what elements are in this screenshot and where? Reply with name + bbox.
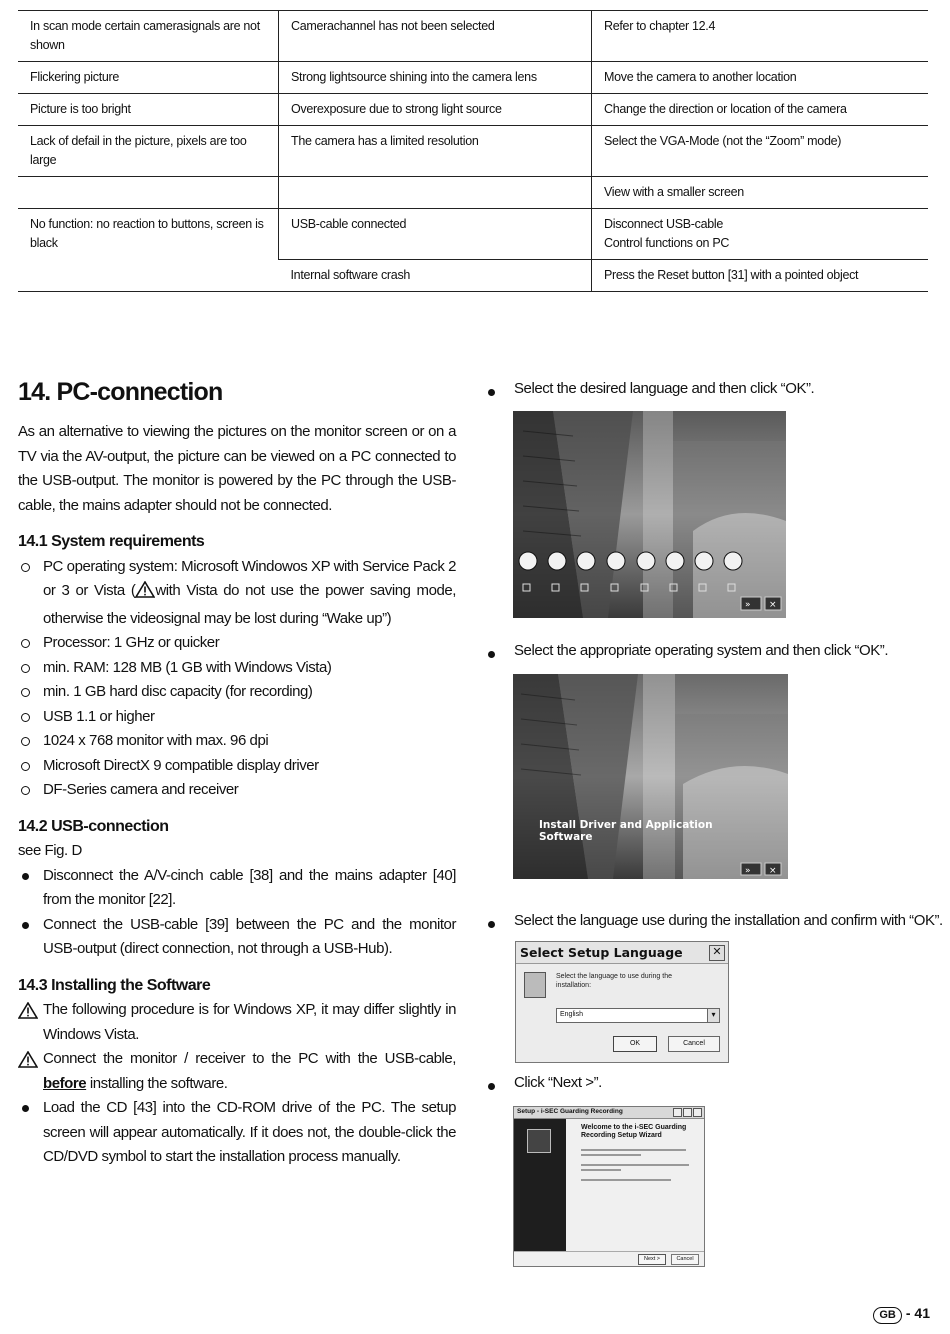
list-item — [18, 705, 456, 730]
table-row — [18, 11, 928, 62]
dot-bullet-icon — [22, 1105, 29, 1112]
language-select[interactable] — [556, 1008, 720, 1023]
troubleshooting-table — [18, 10, 928, 292]
dot-bullet-icon — [22, 873, 29, 880]
table-cell: In scan mode certain camerasignals are not shown — [18, 11, 279, 62]
minimize-icon[interactable] — [673, 1108, 682, 1117]
ring-bullet-icon — [21, 713, 30, 722]
ring-bullet-icon — [21, 664, 30, 673]
table-cell-line: Disconnect USB-cable — [604, 217, 724, 231]
list-item — [18, 631, 456, 656]
next-button[interactable]: Next > — [638, 1254, 666, 1265]
table-cell: Picture is too bright — [18, 94, 279, 126]
warning-icon — [135, 581, 155, 607]
table-cell: Strong lightsource shining into the camera lens — [279, 62, 592, 94]
dialog-titlebar — [516, 942, 728, 964]
table-cell-line: Control functions on PC — [604, 236, 730, 250]
table-cell: Select the VGA-Mode (not the “Zoom” mode) — [592, 126, 929, 177]
country-badge: GB — [873, 1307, 902, 1324]
table-row — [18, 209, 928, 260]
list-item — [18, 864, 456, 913]
subsection-title: 14.2 USB-connection — [18, 817, 169, 835]
list-item — [18, 656, 456, 681]
intro-paragraph: As an alternative to viewing the pictures on the monitor screen or on a TV via the AV-output, the picture can be viewed on a PC connected to the USB-output. The monitor is powered by the PC through the USB-cable, the mains adapter should not be connected. — [18, 423, 456, 514]
list-item-text: installing the software. — [86, 1074, 228, 1092]
list-item — [18, 1096, 456, 1170]
list-item — [18, 1047, 456, 1096]
dot-bullet-icon — [22, 922, 29, 929]
section-title: 14. PC-connection — [18, 378, 223, 406]
cancel-button[interactable]: Cancel — [668, 1036, 720, 1052]
language-selection-screenshot — [513, 411, 786, 618]
table-cell: Flickering picture — [18, 62, 279, 94]
svg-text:×: × — [769, 600, 777, 610]
list-item-text: min. 1 GB hard disc capacity (for recording) — [43, 683, 313, 700]
ring-bullet-icon — [21, 762, 30, 771]
dot-bullet-icon — [488, 651, 495, 658]
list-item-text: Load the CD [43] into the CD-ROM drive of the PC. The setup screen will appear automatically. If it does not, the double-click the CD/DVD symbol to start the installation process manually. — [43, 1099, 456, 1165]
table-cell: Camerachannel has not been selected — [279, 11, 592, 62]
svg-text:»: » — [745, 866, 751, 876]
list-item — [18, 913, 456, 962]
list-item-text: with Vista do not use the power saving mode, otherwise the videosignal may be lost during “Wake up”) — [43, 582, 456, 627]
cancel-button[interactable]: Cancel — [671, 1254, 699, 1265]
list-item-text: Disconnect the A/V-cinch cable [38] and the mains adapter [40] from the monitor [22]. — [43, 866, 456, 908]
ring-bullet-icon — [21, 639, 30, 648]
dialog-prompt-line: Select the language to use during the — [556, 973, 672, 980]
ring-bullet-icon — [21, 786, 30, 795]
table-cell: Press the Reset button [31] with a pointed object — [592, 260, 929, 292]
requirements-list — [18, 555, 456, 803]
logo-icon — [527, 1129, 551, 1153]
wizard-titlebar — [514, 1107, 704, 1119]
table-cell: Change the direction or location of the camera — [592, 94, 929, 126]
table-cell: Internal software crash — [279, 260, 592, 292]
install-driver-label: Install Driver and Application — [539, 819, 713, 831]
install-steps-list — [18, 998, 456, 1170]
wizard-side-banner — [514, 1119, 566, 1251]
step-text: Click “Next >”. — [514, 1074, 602, 1091]
usb-steps-list — [18, 864, 456, 962]
close-icon[interactable] — [693, 1108, 702, 1117]
table-row — [18, 126, 928, 177]
step-text: Select the desired language and then click “OK”. — [514, 380, 815, 397]
dialog-prompt-line: installation: — [556, 982, 592, 989]
list-item — [18, 555, 456, 632]
subsection-title: 14.3 Installing the Software — [18, 976, 211, 994]
table-cell — [592, 209, 929, 260]
warning-icon — [18, 1047, 32, 1077]
table-cell: No function: no reaction to buttons, screen is black — [18, 209, 279, 292]
chevron-down-icon[interactable]: ▾ — [707, 1009, 719, 1022]
step-text: Select the language use during the installation and confirm with “OK”. — [514, 912, 943, 929]
subsection-title: 14.1 System requirements — [18, 533, 205, 550]
table-row — [18, 94, 928, 126]
language-select-value: English — [560, 1011, 583, 1018]
wizard-heading-line: Recording Setup Wizard — [581, 1132, 662, 1139]
ring-bullet-icon — [21, 688, 30, 697]
dot-bullet-icon — [488, 921, 495, 928]
ring-bullet-icon — [21, 563, 30, 572]
table-cell: USB-cable connected — [279, 209, 592, 260]
list-item-text: 1024 x 768 monitor with max. 96 dpi — [43, 732, 269, 749]
dot-bullet-icon — [488, 389, 495, 396]
list-item-text: Connect the monitor / receiver to the PC with the USB-cable, — [43, 1050, 456, 1067]
list-item-text: PC operating system: Microsoft Windowos XP with Service Pack 2 or 3 or Vista ( — [43, 557, 456, 599]
list-item-text: The following procedure is for Windows XP, it may differ slightly in Windows Vista. — [43, 1001, 456, 1043]
table-cell — [18, 177, 279, 209]
list-item-text: min. RAM: 128 MB (1 GB with Windows Vista) — [43, 658, 332, 676]
dot-bullet-icon — [488, 1083, 495, 1090]
list-item-text: USB 1.1 or higher — [43, 707, 155, 725]
wizard-body-text — [581, 1149, 691, 1181]
setup-wizard-screenshot — [513, 1106, 705, 1267]
dialog-title: Select Setup Language — [520, 945, 683, 960]
svg-text:»: » — [745, 600, 751, 610]
table-cell: View with a smaller screen — [592, 177, 929, 209]
emphasis-before: before — [43, 1074, 87, 1092]
wizard-title: Setup - i-SEC Guarding Recording — [517, 1108, 623, 1115]
page-number: - 41 — [905, 1305, 930, 1321]
step-text: Select the appropriate operating system and then click “OK”. — [514, 642, 889, 659]
maximize-icon[interactable] — [683, 1108, 692, 1117]
list-item — [18, 680, 456, 705]
close-icon[interactable]: ✕ — [709, 945, 725, 961]
ok-button[interactable]: OK — [613, 1036, 657, 1052]
install-driver-label: Software — [539, 831, 593, 843]
setup-icon — [524, 972, 546, 998]
table-row — [18, 62, 928, 94]
list-item-text: DF-Series camera and receiver — [43, 781, 239, 798]
list-item-text: Connect the USB-cable [39] between the PC and the monitor USB-output (direct connection, not through a USB-Hub). — [43, 915, 456, 957]
warning-icon — [18, 998, 32, 1028]
table-cell: Move the camera to another location — [592, 62, 929, 94]
install-driver-screenshot — [513, 674, 788, 879]
table-cell: Refer to chapter 12.4 — [592, 11, 929, 62]
ring-bullet-icon — [21, 737, 30, 746]
dialog-prompt — [556, 972, 672, 990]
table-cell: The camera has a limited resolution — [279, 126, 592, 177]
see-figure: see Fig. D — [18, 842, 82, 859]
wizard-heading-line: Welcome to the i-SEC Guarding — [581, 1124, 687, 1131]
wizard-heading — [581, 1124, 686, 1140]
list-item — [18, 998, 456, 1047]
list-item — [18, 729, 456, 754]
list-item-text: Microsoft DirectX 9 compatible display driver — [43, 756, 319, 774]
table-cell — [279, 177, 592, 209]
list-item — [18, 754, 456, 779]
list-item — [18, 778, 456, 803]
table-row — [18, 177, 928, 209]
svg-text:×: × — [769, 866, 777, 876]
setup-language-dialog — [515, 941, 729, 1063]
page-footer — [873, 1305, 930, 1324]
table-cell: Overexposure due to strong light source — [279, 94, 592, 126]
list-item-text: Processor: 1 GHz or quicker — [43, 634, 220, 651]
left-column — [18, 420, 456, 1170]
table-cell: Lack of defail in the picture, pixels are too large — [18, 126, 279, 177]
